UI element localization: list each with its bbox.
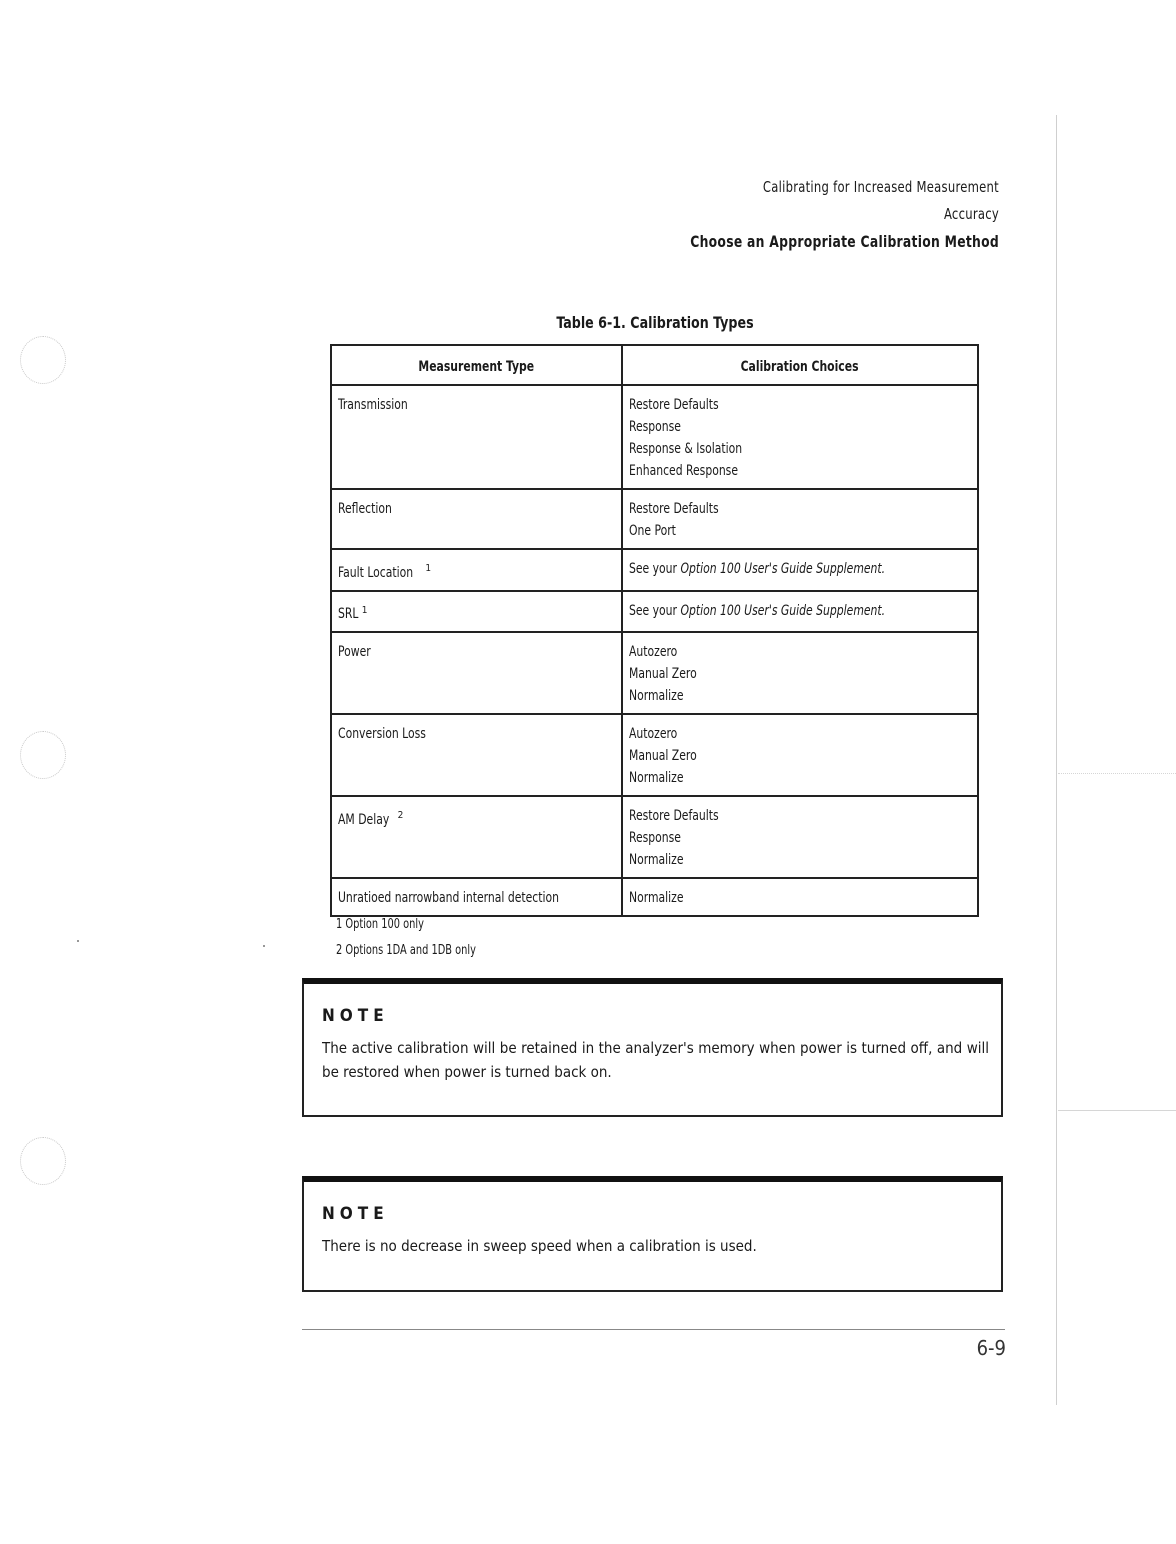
measurement-type-cell [331, 591, 622, 633]
measurement-type: Power [338, 644, 371, 661]
reference-title: Option 100 User's Guide Supplement. [680, 602, 886, 619]
supplement-reference [629, 558, 885, 580]
measurement-type-cell [331, 714, 622, 796]
running-header [640, 174, 999, 255]
calibration-choices-cell [622, 714, 978, 796]
table-row [331, 878, 978, 916]
margin-rule [1056, 115, 1057, 1405]
calibration-choice: Normalize [629, 890, 684, 907]
note-body: There is no decrease in sweep speed when a calibration is used. [322, 1237, 757, 1255]
calibration-choice: Enhanced Response [629, 463, 739, 479]
margin-mark [1058, 1110, 1176, 1111]
calibration-choice: Normalize [629, 770, 684, 787]
measurement-type: Transmission [338, 397, 408, 413]
note-body: The active calibration will be retained in the analyzer's memory when power is turned off, and will be restored when power is turned back on. [322, 1039, 989, 1081]
calibration-choices-cell [622, 549, 978, 591]
footer-rule [302, 1329, 1005, 1330]
reference-prefix: See your [629, 561, 678, 577]
column-header: Calibration Choices [622, 345, 978, 385]
column-header: Measurement Type [331, 345, 622, 385]
measurement-type: Reflection [338, 501, 392, 517]
calibration-choice: Response & Isolation [629, 441, 743, 457]
calibration-choice: Normalize [629, 852, 684, 869]
calibration-choice: Response [629, 830, 681, 847]
calibration-choices-cell [622, 591, 978, 633]
page-number: 6-9 [976, 1336, 1006, 1360]
calibration-choice: One Port [629, 523, 676, 539]
supplement-reference [629, 600, 885, 622]
calibration-choices-cell [622, 796, 978, 878]
measurement-type: AM Delay [338, 811, 390, 828]
calibration-choice: Manual Zero [629, 666, 697, 683]
calibration-choice: Autozero [629, 726, 678, 743]
calibration-choices-cell [622, 632, 978, 714]
speck [77, 940, 79, 942]
footnote: 1 Option 100 only [336, 917, 424, 932]
calibration-types-table [330, 344, 979, 917]
table-row [331, 796, 978, 878]
speck [263, 945, 265, 947]
calibration-choices-cell [622, 385, 978, 489]
table-title: Table 6-1. Calibration Types [556, 313, 754, 332]
note-box [302, 1176, 1003, 1292]
table-row [331, 591, 978, 633]
reference-title: Option 100 User's Guide Supplement. [680, 561, 886, 577]
note-title: NOTE [322, 1006, 389, 1026]
table-row [331, 385, 978, 489]
measurement-type-cell [331, 796, 622, 878]
measurement-type: Conversion Loss [338, 726, 426, 743]
binder-hole [20, 1137, 66, 1185]
note-title: NOTE [322, 1204, 389, 1224]
calibration-choice: Restore Defaults [629, 397, 719, 413]
measurement-type-cell [331, 489, 622, 549]
footnote-marker: 2 [397, 810, 404, 822]
calibration-choices-cell [622, 878, 978, 916]
measurement-type: Unratioed narrowband internal detection [338, 890, 560, 907]
calibration-choice: Restore Defaults [629, 808, 719, 825]
footnote: 2 Options 1DA and 1DB only [336, 943, 476, 958]
note-box [302, 978, 1003, 1117]
footnote-marker: 1 [425, 563, 432, 574]
chapter-title-line1: Calibrating for Increased Measurement [762, 178, 999, 196]
table-row [331, 489, 978, 549]
binder-hole [20, 731, 66, 779]
measurement-type-cell [331, 878, 622, 916]
calibration-choice: Normalize [629, 688, 684, 705]
measurement-type-cell [331, 632, 622, 714]
table-row [331, 714, 978, 796]
calibration-choice: Restore Defaults [629, 501, 719, 517]
footnote-marker: 1 [361, 604, 368, 616]
calibration-choice: Autozero [629, 644, 678, 661]
measurement-type-cell [331, 549, 622, 591]
reference-prefix: See your [629, 602, 678, 619]
section-title: Choose an Appropriate Calibration Method [690, 232, 999, 251]
binder-hole [20, 336, 66, 384]
calibration-choice: Response [629, 419, 681, 435]
table-row [331, 632, 978, 714]
chapter-title-line2: Accuracy [943, 205, 999, 223]
calibration-choices-cell [622, 489, 978, 549]
table-footnotes [336, 912, 503, 964]
table-row [331, 549, 978, 591]
measurement-type: SRL [338, 606, 359, 623]
margin-mark-dotted [1058, 773, 1176, 775]
calibration-choice: Manual Zero [629, 748, 697, 765]
table-header-row [331, 345, 978, 385]
measurement-type: Fault Location [338, 564, 414, 581]
measurement-type-cell [331, 385, 622, 489]
